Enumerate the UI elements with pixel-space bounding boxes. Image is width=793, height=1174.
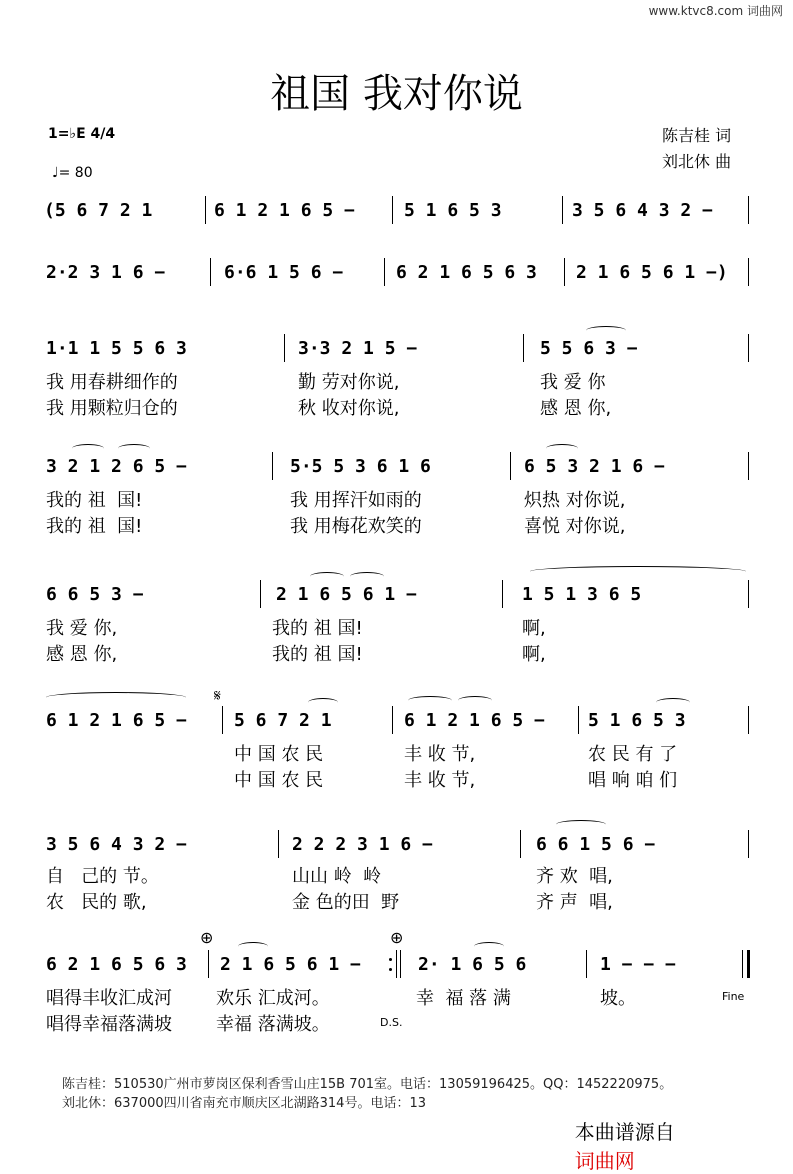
measure-7-2: 2 2 2 3 1 6 − xyxy=(292,834,433,855)
measure-8-3: 2· 1 6 5 6 xyxy=(418,954,527,975)
barline xyxy=(520,830,521,858)
lyrics-row-4a xyxy=(0,486,793,512)
lyric: 坡。 xyxy=(600,988,636,1009)
slur xyxy=(118,444,150,453)
measure-3-2: 3·3 2 1 5 − xyxy=(298,338,418,359)
measure-7-1: 3 5 6 4 3 2 − xyxy=(46,834,187,855)
tempo-mark: ♩= 80 xyxy=(52,165,93,181)
lyric: 我的 祖 国! xyxy=(272,618,363,639)
repeat-dot xyxy=(389,958,392,961)
slur xyxy=(308,698,338,707)
barline xyxy=(510,452,511,480)
barline xyxy=(205,196,206,224)
lyric: 我的 祖 国! xyxy=(272,644,363,665)
lyric: 我 用春耕细作的 xyxy=(46,372,178,393)
slur xyxy=(458,696,492,705)
barline xyxy=(392,196,393,224)
lyrics-row-3b xyxy=(0,394,793,420)
barline xyxy=(284,334,285,362)
lyric: 我的 祖 国! xyxy=(46,490,143,511)
notation-row-1 xyxy=(0,196,793,226)
lyrics-row-4b xyxy=(0,512,793,538)
tie xyxy=(46,692,186,703)
barline xyxy=(208,950,209,978)
measure-7-3: 6 6 1 5 6 − xyxy=(536,834,656,855)
measure-5-1: 6 6 5 3 − xyxy=(46,584,144,605)
lyrics-row-5b xyxy=(0,640,793,666)
measure-2-2: 6·6 1 5 6 − xyxy=(224,262,344,283)
measure-8-4: 1 − − − xyxy=(600,954,676,975)
watermark: www.ktvc8.com 词曲网 xyxy=(648,4,783,18)
barline xyxy=(392,706,393,734)
measure-1-2: 6 1 2 1 6 5 − xyxy=(214,200,355,221)
measure-4-2: 5·5 5 3 6 1 6 xyxy=(290,456,431,477)
measure-6-4: 5 1 6 5 3 xyxy=(588,710,686,731)
tie xyxy=(530,566,746,577)
final-barline xyxy=(742,950,743,978)
barline xyxy=(748,452,749,480)
lyric: 感 恩 你, xyxy=(46,644,118,665)
notation-row-3 xyxy=(0,334,793,364)
barline xyxy=(748,580,749,608)
lyric: 啊, xyxy=(522,644,546,665)
notation-row-6 xyxy=(0,706,793,736)
lyric: 齐 声 唱, xyxy=(536,892,613,913)
barline xyxy=(748,334,749,362)
ds-mark: D.S. xyxy=(380,1016,403,1029)
lyric: 我 用梅花欢笑的 xyxy=(290,516,422,537)
barline xyxy=(748,830,749,858)
composer-contact: 刘北休：637000四川省南充市顺庆区北湖路314号。电话：13 xyxy=(62,1096,426,1111)
lyric: 幸 福 落 满 xyxy=(416,988,511,1009)
measure-4-3: 6 5 3 2 1 6 − xyxy=(524,456,665,477)
lyric: 中 国 农 民 xyxy=(234,744,324,765)
lyric: 感 恩 你, xyxy=(540,398,612,419)
lyrics-row-6a xyxy=(0,740,793,766)
lyric: 我 爱 你, xyxy=(46,618,118,639)
composer-credit: 刘北休 曲 xyxy=(662,152,732,171)
lyric: 我 爱 你 xyxy=(540,372,606,393)
lyrics-row-5a xyxy=(0,614,793,640)
lyrics-row-6b xyxy=(0,766,793,792)
segno-sign: 𝄋 xyxy=(214,686,221,705)
slur xyxy=(546,444,578,453)
barline xyxy=(210,258,211,286)
lyric: 秋 收对你说, xyxy=(298,398,400,419)
repeat-barline xyxy=(400,950,401,978)
lyric: 幸福 落满坡。 xyxy=(216,1014,330,1035)
barline xyxy=(502,580,503,608)
source-site[interactable]: 词曲网 xyxy=(574,1149,635,1173)
slur xyxy=(556,820,606,829)
slur xyxy=(310,572,344,581)
lyric: 啊, xyxy=(522,618,546,639)
slur xyxy=(586,326,626,335)
barline xyxy=(523,334,524,362)
barline xyxy=(748,196,749,224)
slur xyxy=(238,942,268,951)
notation-row-5 xyxy=(0,580,793,610)
lyric: 中 国 农 民 xyxy=(234,770,324,791)
repeat-dot xyxy=(389,968,392,971)
measure-1-3: 5 1 6 5 3 xyxy=(404,200,502,221)
coda-sign: ⊕ xyxy=(390,928,404,947)
measure-1-1: (5 6 7 2 1 xyxy=(44,200,153,221)
notation-row-7 xyxy=(0,830,793,860)
lyric: 自 己的 节。 xyxy=(46,866,159,887)
slur xyxy=(656,698,690,707)
barline xyxy=(562,196,563,224)
barline xyxy=(578,706,579,734)
barline xyxy=(748,706,749,734)
measure-5-2: 2 1 6 5 6 1 − xyxy=(276,584,417,605)
lyric: 农 民 有 了 xyxy=(588,744,678,765)
slur xyxy=(350,572,384,581)
lyricist-credit: 陈吉桂 词 xyxy=(662,126,732,145)
lyric: 欢乐 汇成河。 xyxy=(216,988,330,1009)
lyric: 唱得丰收汇成河 xyxy=(46,988,172,1009)
measure-6-1: 6 1 2 1 6 5 − xyxy=(46,710,187,731)
final-barline xyxy=(747,950,750,978)
lyrics-row-3a xyxy=(0,368,793,394)
measure-2-1: 2·2 3 1 6 − xyxy=(46,262,166,283)
measure-2-4: 2 1 6 5 6 1 −) xyxy=(576,262,728,283)
measure-1-4: 3 5 6 4 3 2 − xyxy=(572,200,713,221)
measure-8-1: 6 2 1 6 5 6 3 xyxy=(46,954,187,975)
lyric: 勤 劳对你说, xyxy=(298,372,400,393)
lyric: 我的 祖 国! xyxy=(46,516,143,537)
lyric: 山山 岭 岭 xyxy=(292,866,382,887)
barline xyxy=(272,452,273,480)
slur xyxy=(408,696,452,705)
barline xyxy=(564,258,565,286)
lyricist-contact: 陈吉桂：510530广州市萝岗区保利香雪山庄15B 701室。电话：13059196425。QQ：1452220975。 xyxy=(62,1077,673,1092)
barline xyxy=(384,258,385,286)
measure-6-2: 5 6 7 2 1 xyxy=(234,710,332,731)
lyric: 唱 响 咱 们 xyxy=(588,770,678,791)
measure-3-3: 5 5 6 3 − xyxy=(540,338,638,359)
notation-row-4 xyxy=(0,452,793,482)
slur xyxy=(474,942,504,951)
slur xyxy=(72,444,104,453)
lyric: 金 色的田 野 xyxy=(292,892,400,913)
lyric: 唱得幸福落满坡 xyxy=(46,1014,172,1035)
lyric: 我 用颗粒归仓的 xyxy=(46,398,178,419)
lyrics-row-8a xyxy=(0,984,793,1010)
barline xyxy=(222,706,223,734)
repeat-barline xyxy=(396,950,397,978)
key-signature: 1=♭E 4/4 xyxy=(48,126,116,142)
fine-mark: Fine xyxy=(722,990,745,1003)
barline xyxy=(748,258,749,286)
lyric: 喜悦 对你说, xyxy=(524,516,626,537)
measure-2-3: 6 2 1 6 5 6 3 xyxy=(396,262,537,283)
measure-6-3: 6 1 2 1 6 5 − xyxy=(404,710,545,731)
lyric: 丰 收 节, xyxy=(404,744,476,765)
measure-8-2: 2 1 6 5 6 1 − xyxy=(220,954,361,975)
lyric: 炽热 对你说, xyxy=(524,490,626,511)
lyric: 农 民的 歌, xyxy=(46,892,147,913)
source-label: 本曲谱源自 xyxy=(574,1120,675,1144)
lyrics-row-7a xyxy=(0,862,793,888)
source-brand xyxy=(562,1092,675,1174)
song-title: 祖国 我对你说 xyxy=(270,71,523,117)
lyric: 丰 收 节, xyxy=(404,770,476,791)
lyric: 我 用挥汗如雨的 xyxy=(290,490,422,511)
measure-4-1: 3 2 1 2 6 5 − xyxy=(46,456,187,477)
measure-5-3: 1 5 1 3 6 5 xyxy=(522,584,642,605)
notation-row-2 xyxy=(0,258,793,288)
lyric: 齐 欢 唱, xyxy=(536,866,613,887)
barline xyxy=(586,950,587,978)
barline xyxy=(260,580,261,608)
measure-3-1: 1·1 1 5 5 6 3 xyxy=(46,338,187,359)
lyrics-row-7b xyxy=(0,888,793,914)
coda-sign: ⊕ xyxy=(200,928,214,947)
barline xyxy=(278,830,279,858)
